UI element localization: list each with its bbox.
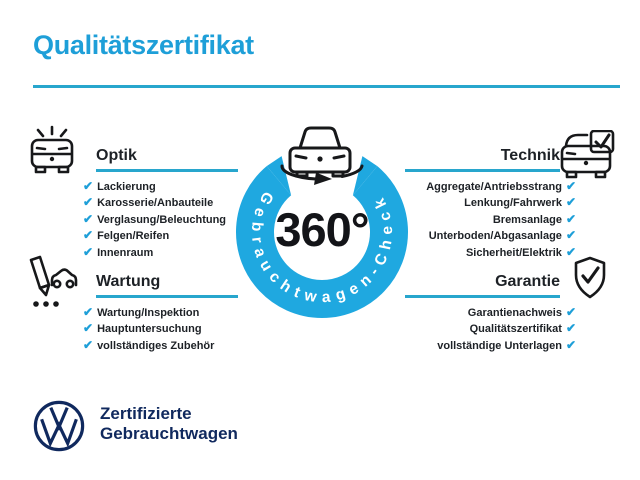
check-icon: ✔ (565, 179, 576, 193)
list-item: vollständige Unterlagen ✔ (437, 337, 576, 352)
check-icon: ✔ (83, 179, 94, 193)
check-icon: ✔ (565, 305, 576, 319)
check-icon: ✔ (565, 244, 576, 259)
check-icon: ✔ (83, 321, 94, 336)
check-icon: ✔ (83, 305, 94, 319)
list-item: ✔ Karosserie/Anbauteile (83, 195, 214, 210)
check-icon: ✔ (83, 244, 94, 259)
section-heading: Wartung (96, 273, 161, 290)
list-item: ✔ Lackierung (83, 179, 156, 193)
degrees-label: 360° (275, 203, 369, 256)
section-heading: Technik (500, 147, 560, 164)
list-item: Bremsanlage ✔ (492, 211, 576, 226)
car-inspection-light-icon (26, 124, 78, 180)
brand-line-1: Zertifizierte (100, 404, 192, 423)
list-item: ✔ Innenraum (83, 244, 154, 259)
section-heading: Garantie (495, 273, 560, 290)
section-underline (405, 169, 560, 172)
section-underline (405, 295, 560, 298)
check-icon: ✔ (83, 211, 94, 226)
check-icon: ✔ (565, 211, 576, 226)
list-item: ✔ vollständiges Zubehör (83, 337, 215, 352)
section-heading: Optik (96, 147, 137, 164)
check-icon: ✔ (565, 337, 576, 352)
list-item: Aggregate/Antriebsstrang ✔ (426, 179, 576, 193)
list-item: Sicherheit/Elektrik ✔ (465, 244, 576, 259)
title-divider (33, 85, 620, 88)
check-icon: ✔ (83, 337, 94, 352)
section-underline (96, 169, 238, 172)
list-item: Qualitätszertifikat ✔ (469, 321, 576, 336)
brand-claim (100, 404, 238, 444)
brand-line-2: Gebrauchtwagen (100, 424, 238, 443)
list-item: ✔ Hauptuntersuchung (83, 321, 202, 336)
check-icon: ✔ (83, 195, 94, 210)
car-rotation-icon (270, 122, 370, 186)
list-item: Unterboden/Abgasanlage ✔ (428, 228, 576, 243)
list-item: ✔ Felgen/Reifen (83, 228, 170, 243)
list-item: Lenkung/Fahrwerk ✔ (464, 195, 576, 210)
list-item: ✔ Verglasung/Beleuchtung (83, 211, 227, 226)
service-pen-car-icon (24, 254, 78, 312)
page-title: Qualitätszertifikat (33, 30, 254, 60)
section-underline (96, 295, 238, 298)
list-item: Garantienachweis ✔ (467, 305, 576, 319)
check-icon: ✔ (565, 228, 576, 243)
shield-check-icon (572, 256, 608, 300)
check-icon: ✔ (565, 195, 576, 210)
vw-logo (32, 399, 86, 458)
check-icon: ✔ (83, 228, 94, 243)
list-item: ✔ Wartung/Inspektion (83, 305, 200, 319)
check-icon: ✔ (565, 321, 576, 336)
ring-label: Gebrauchtwagen-Check (247, 188, 397, 307)
